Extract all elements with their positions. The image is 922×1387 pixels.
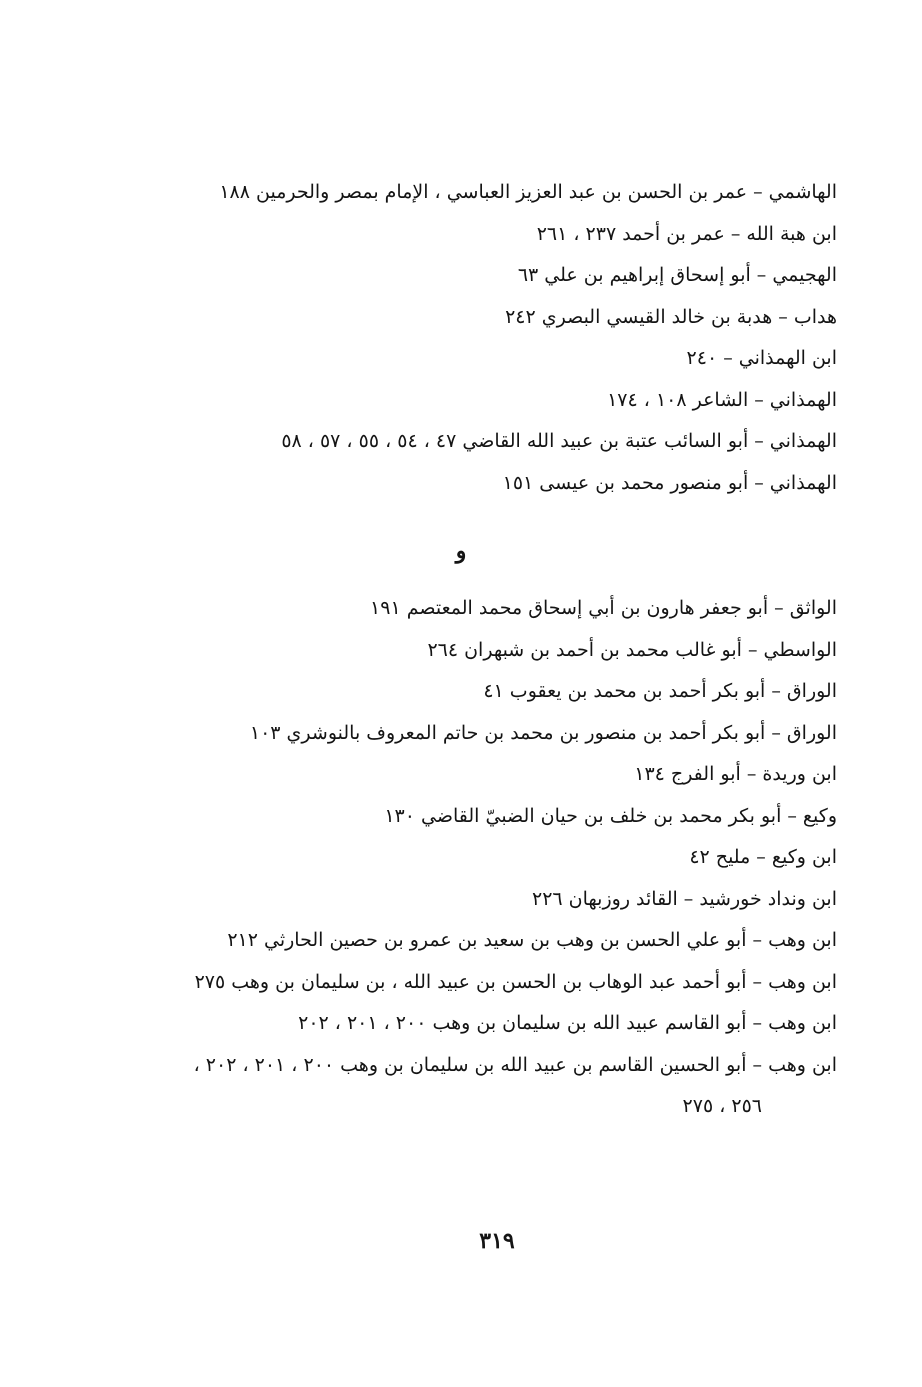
index-entry: ابن الهمذاني – ٢٤٠ xyxy=(686,347,837,369)
index-entry-continuation: ٢٥٦ ، ٢٧٥ xyxy=(682,1095,762,1117)
index-entry: ابن وريدة – أبو الفرج ١٣٤ xyxy=(634,763,837,785)
index-entry: ابن وهب – أبو القاسم عبيد الله بن سليمان بن وهب ٢٠٠ ، ٢٠١ ، ٢٠٢ xyxy=(298,1012,837,1034)
index-section-waw xyxy=(177,588,837,1128)
index-entry: ابن هبة الله – عمر بن أحمد ٢٣٧ ، ٢٦١ xyxy=(536,222,837,245)
index-entry: ابن وكيع – مليح ٤٢ xyxy=(689,846,837,868)
index-entry: الهاشمي – عمر بن الحسن بن عبد العزيز العباسي ، الإمام بمصر والحرمين ١٨٨ xyxy=(219,181,837,203)
index-entry: ابن وهب – أبو علي الحسن بن وهب بن سعيد بن عمرو بن حصين الحارثي ٢١٢ xyxy=(227,929,837,951)
page-number-text: ٣١٩ xyxy=(479,1228,515,1254)
index-entry: الوراق – أبو بكر أحمد بن منصور بن محمد بن حاتم المعروف بالنوشري ١٠٣ xyxy=(249,721,837,744)
index-entry: ابن وهب – أبو أحمد عبد الوهاب بن الحسن بن عبيد الله ، بن سليمان بن وهب ٢٧٥ xyxy=(194,970,837,993)
page-number xyxy=(0,1228,922,1254)
index-entry: الهمذاني – الشاعر ١٠٨ ، ١٧٤ xyxy=(607,388,837,411)
index-entry: هداب – هدبة بن خالد القيسي البصري ٢٤٢ xyxy=(505,305,837,328)
index-entry: الهمذاني – أبو منصور محمد بن عيسى ١٥١ xyxy=(502,471,837,494)
index-entry: ابن ونداد خورشيد – القائد روزبهان ٢٢٦ xyxy=(532,887,837,910)
index-entry: الهجيمي – أبو إسحاق إبراهيم بن علي ٦٣ xyxy=(517,264,837,286)
index-entry: الواثق – أبو جعفر هارون بن أبي إسحاق محمد المعتصم ١٩١ xyxy=(370,597,837,619)
index-entry: الوراق – أبو بكر أحمد بن محمد بن يعقوب ٤١ xyxy=(483,680,837,702)
index-entry: ابن وهب – أبو الحسين القاسم بن عبيد الله بن سليمان بن وهب ٢٠٠ ، ٢٠١ ، ٢٠٢ ، xyxy=(193,1053,837,1076)
index-entry: الواسطي – أبو غالب محمد بن أحمد بن شبهران ٢٦٤ xyxy=(427,638,837,661)
index-section-ha xyxy=(177,172,837,504)
index-entry: وكيع – أبو بكر محمد بن خلف بن حيان الضبيّ القاضي ١٣٠ xyxy=(384,804,837,827)
index-entry: الهمذاني – أبو السائب عتبة بن عبيد الله القاضي ٤٧ ، ٥٤ ، ٥٥ ، ٥٧ ، ٥٨ xyxy=(281,430,837,452)
section-letter-heading: و xyxy=(455,538,467,564)
